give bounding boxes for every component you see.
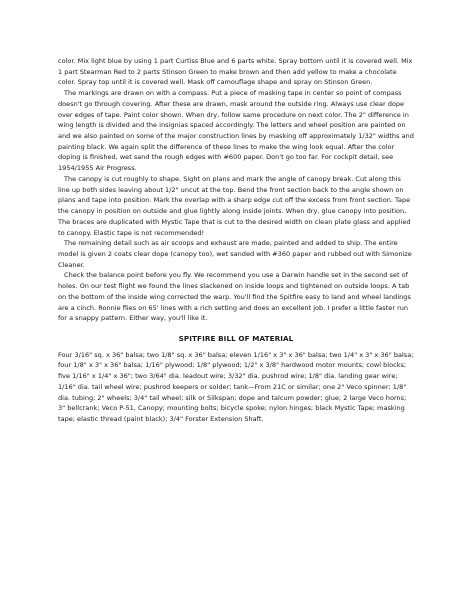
paragraph-canopy: The canopy is cut roughly to shape. Sight on plans and mark the angle of canopy break. Cut along this line up both sides leaving about 1/2" uncut at the top. Bend the front section back to the angle shown on plans and tape into position. Mark the overlap with a sharp edge cut off the excess from front section. Tape the canopy in position on outside and glue lightly along inside joints. When dry, glue canopy into position, The braces are duplicated with Mystic Tape that is cut to the desired width on clean plate glass and applied to canopy. Elastic tape is not recommended! [58,174,411,237]
paragraph-markings: The markings are drawn on with a compass. Put a piece of masking tape in center so point of compass doesn't go through covering. After these are drawn, mask around the outside ring. Always use clear dope over edges of tape. Paint color shown. When dry, follow same procedure on next color. The 2" difference in wing length is divided and the insignias spaced accordingly. The letters and wheel position are painted on and we also painted on some of the major construction lines by masking off approximately 1/32" widths and painting black. We again split the difference of these lines to make the wing look equal. After the color doping is finished, wet sand the rough edges with #600 paper. Don't go too far. For cockpit detail, see 1954/1955 Air Progress. [58,89,414,173]
paragraph-balance: Check the balance point before you fly. We recommend you use a Darwin handle set in the second set of holes. On our test flight we found the lines slackened on inside loops and tightened on outside loops. A tab on the bottom of the inside wing corrected the warp. You'll find the Spitfire easy to land and wheel landings are a cinch. Ronnie flies on 65' lines with a rich setting and does an excellent job. I prefer a little faster run for a snappy pattern. Either way, you'll like it. [58,271,411,323]
document-page [58,56,414,425]
bill-of-material-heading: SPITFIRE BILL OF MATERIAL [178,333,294,343]
paragraph-detail: The remaining detail such as air scoops and exhaust are made, painted and added to ship. The entire model is given 2 coats clear dope (canopy too), wet sanded with #360 paper and rubbed out with Simonize Cleaner. [58,239,412,269]
bill-of-material-list: Four 3/16" sq. x 36" balsa; two 1/8" sq. x 36" balsa; eleven 1/16" x 3" x 36" balsa; two 1/4" x 3" x 36" balsa; four 1/8" x 3" x 36" balsa; 1/16" plywood; 1/8" plywood; 1/2" x 3/8" hardwood motor mounts; cowl blocks; five 1/16" x 1/4" x 36"; two 3/64" dia. leadout wire; 3/32" dia. pushrod wire; 1/8" dia. landing gear wire; 1/16" dia. tail wheel wire; pushrod keepers or solder; tank—From 21C or similar; one 2" Veco spinner; 1/8" dia. tubing; 2" wheels; 3/4" tail wheel; silk or Silkspan; dope and talcum powder; glue; 2 large Veco horns; 3" bellcrank; Veco P-51, Canopy; mounting bolts; bicycle spoke; nylon hinges; black Mystic Tape; masking tape; elastic thread (paint black); 3/4" Forster Extension Shaft. [58,350,414,423]
paragraph-painting: color. Mix light blue by using 1 part Curtiss Blue and 6 parts white. Spray bottom until it is covered well. Mix 1 part Stearman Red to 2 parts Stinson Green to make brown and then add yellow to make a chocolate color. Spray top until it is covered well. Mask off camouflage shape and spray on Stinson Green. [58,57,413,87]
